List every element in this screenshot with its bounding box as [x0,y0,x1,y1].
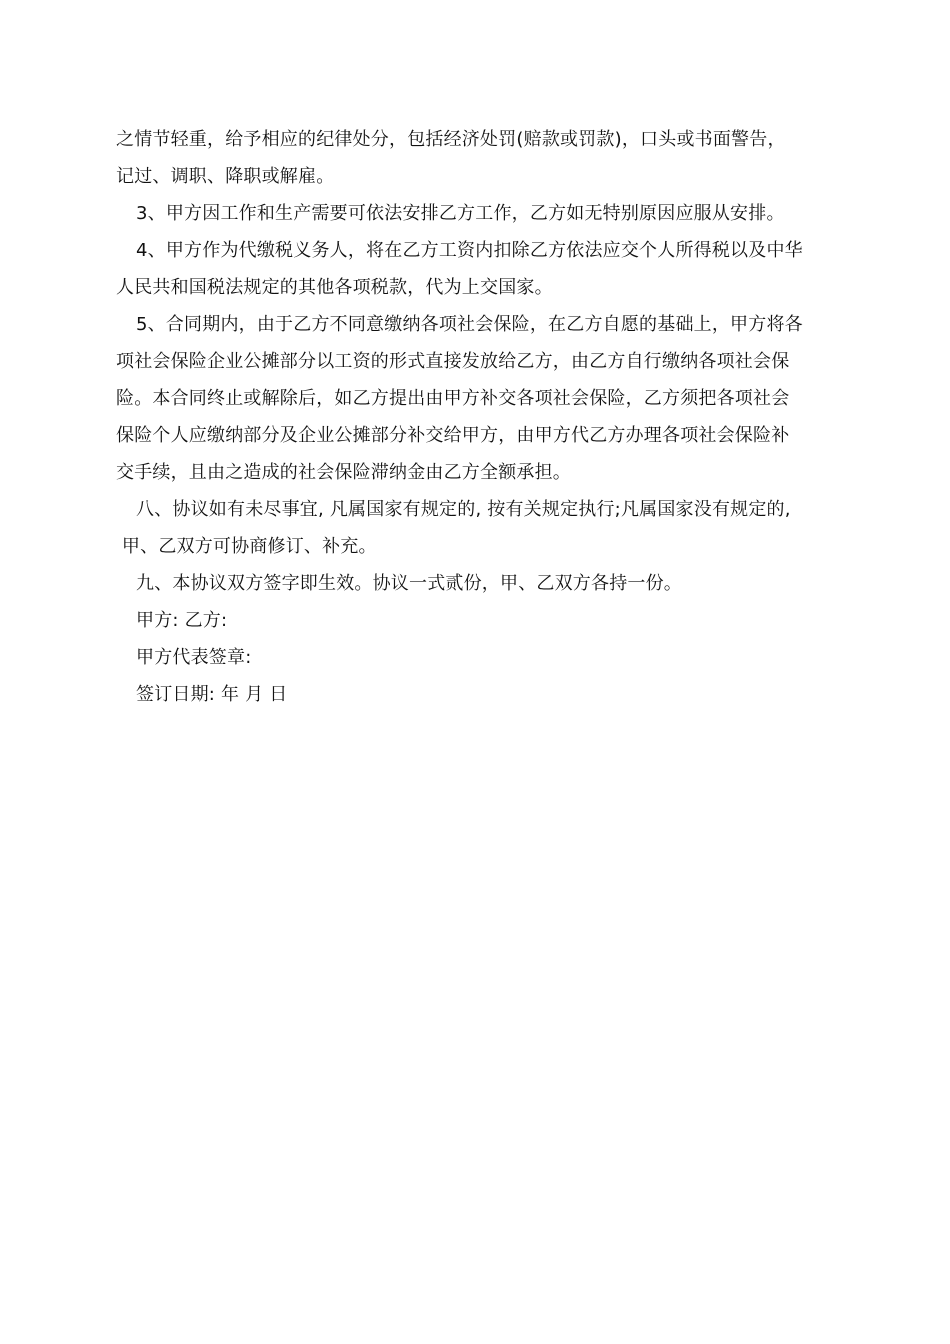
clause-5-line-1: 5、合同期内，由于乙方不同意缴纳各项社会保险，在乙方自愿的基础上，甲方将各 [136,314,803,335]
article-8-line-1: 八、协议如有未尽事宜, 凡属国家有规定的, 按有关规定执行;凡属国家没有规定的, [136,499,791,520]
clause-5-line-3: 险。本合同终止或解除后，如乙方提出由甲方补交各项社会保险，乙方须把各项社会 [116,388,790,409]
article-8-line-2: 甲、乙双方可协商修订、补充。 [116,536,377,557]
signature-parties: 甲方: 乙方: [136,610,228,631]
clause-5-line-2: 项社会保险企业公摊部分以工资的形式直接发放给乙方，由乙方自行缴纳各项社会保 [116,351,790,372]
document-body [116,121,844,713]
clause-3-line-1: 3、甲方因工作和生产需要可依法安排乙方工作，乙方如无特别原因应服从安排。 [136,203,785,224]
clause-4-line-2: 人民共和国税法规定的其他各项税款，代为上交国家。 [116,277,553,298]
text-line-2: 记过、调职、降职或解雇。 [116,166,335,187]
text-line-1: 之情节轻重，给予相应的纪律处分，包括经济处罚(赔款或罚款)，口头或书面警告， [116,129,786,150]
clause-5-line-5: 交手续，且由之造成的社会保险滞纳金由乙方全额承担。 [116,462,571,483]
article-9-line-1: 九、本协议双方签字即生效。协议一式贰份，甲、乙双方各持一份。 [136,573,682,594]
signature-date: 签订日期: 年 月 日 [136,684,288,705]
clause-5-line-4: 保险个人应缴纳部分及企业公摊部分补交给甲方，由甲方代乙方办理各项社会保险补 [116,425,790,446]
clause-4-line-1: 4、甲方作为代缴税义务人，将在乙方工资内扣除乙方依法应交个人所得税以及中华 [136,240,803,261]
signature-representative: 甲方代表签章: [136,647,252,668]
